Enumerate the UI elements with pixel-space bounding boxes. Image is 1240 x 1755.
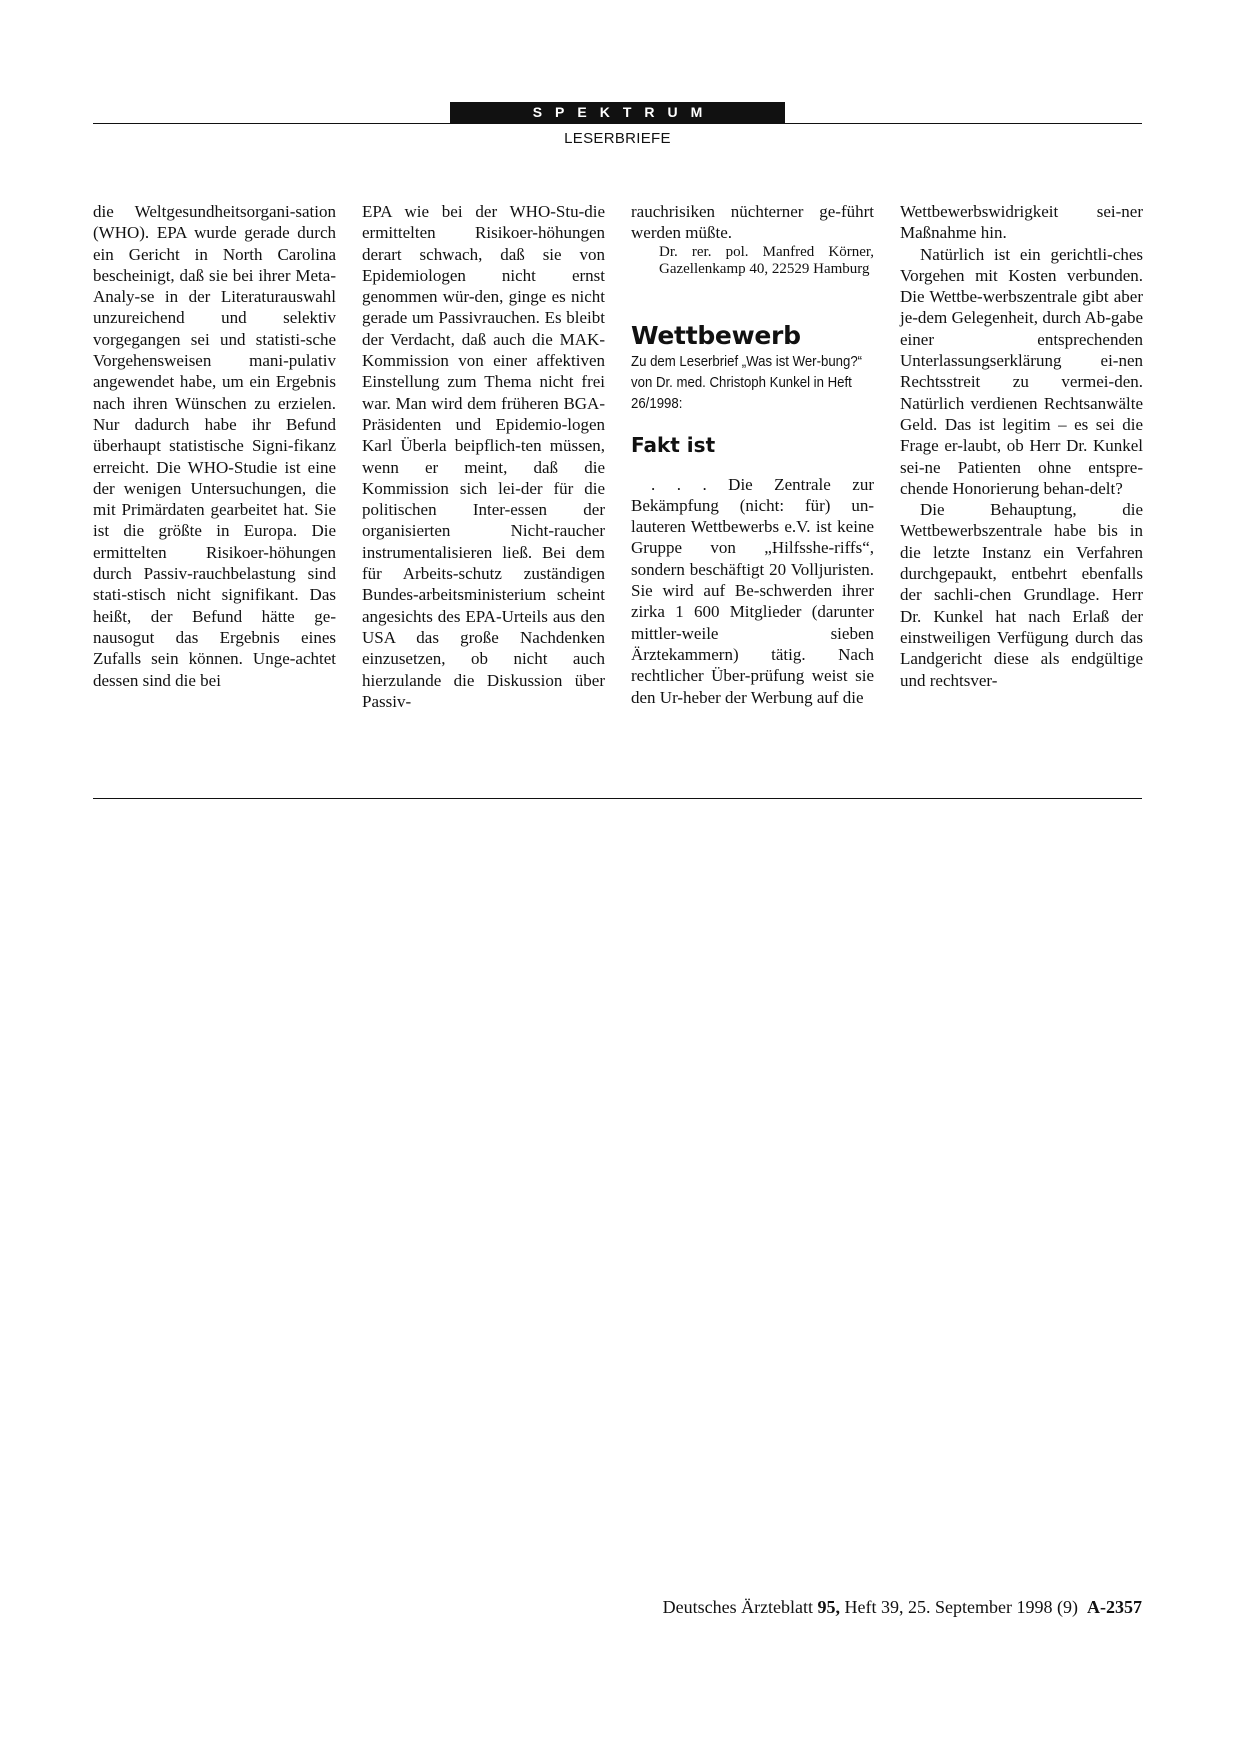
column-2-text: EPA wie bei der WHO-Stu-die ermittelten Risikoer-höhungen derart schwach, daß sie von Epidemiologen nicht ernst genommen wür-den, ginge es nicht gerade um Passivrauchen. Es bleibt der Verdacht, daß auch die MAK-Kommission von einer affektiven Einstellung zum Thema nicht frei war. Man wird dem früheren BGA-Präsidenten und Epidemio-logen Karl Überla beipflich-ten müssen, wenn er meint, daß die Kommission sich lei-der für die politischen Inter-essen der organisierten Nicht-raucher instrumentalisieren ließ. Bei dem für Arbeits-schutz zuständigen Bundes-arbeitsministerium scheint angesichts des EPA-Urteils aus den USA das große Nachdenken einzusetzen, ob nicht auch hierzulande die Diskussion über Passiv- xyxy=(362,202,605,711)
article-intro: Zu dem Leserbrief „Was ist Wer-bung?“ von Dr. med. Christoph Kunkel in Heft 26/1998: xyxy=(631,352,863,412)
article-subhead: Fakt ist xyxy=(631,432,716,457)
footer-journal: Deutsches Ärzteblatt xyxy=(662,1597,814,1617)
letter-ending-text: rauchrisiken nüchterner ge-führt werden müßte. xyxy=(631,202,874,243)
article-title: Wettbewerb xyxy=(631,320,801,350)
section-label: LESERBRIEFE xyxy=(564,130,671,147)
article-body-paragraph-1: Wettbewerbswidrigkeit sei-ner Maßnahme hin. xyxy=(900,202,1143,243)
column-2 xyxy=(362,201,605,712)
footer-page-number: A-2357 xyxy=(1087,1597,1142,1617)
footer-issue-date: Heft 39, 25. September 1998 (9) xyxy=(844,1597,1078,1617)
column-1-text: die Weltgesundheitsorgani-sation (WHO). EPA wurde gerade durch ein Gericht in North Carolina bescheinigt, daß sie bei ihrer Meta-Analy-se in der Literaturauswahl unzureichend und selektiv vorgegangen sei und statisti-sche Vorgehensweisen mani-pulativ angewendet habe, um ein Ergebnis nach ihren Wünschen zu erzielen. Nur dadurch habe ihr Befund überhaupt statistische Signi-fikanz erreicht. Die WHO-Studie ist eine der wenigen Untersuchungen, die mit Primärdaten gearbeitet hat. Sie ist die größte in Europa. Die ermittelten Risikoer-höhungen durch Passiv-rauchbelastung sind stati-stisch nicht signifikant. Das heißt, der Befund hätte ge-nausogut das Ergebnis eines Zufalls sein können. Unge-achtet dessen sind die bei xyxy=(93,202,336,690)
footer-volume: 95, xyxy=(817,1597,841,1617)
article-body-paragraph-2: Natürlich ist ein gerichtli-ches Vorgehen mit Kosten verbunden. Die Wettbe-werbszentrale gibt aber je-dem Gelegenheit, durch Ab-gabe einer entsprechenden Unterlassungserklärung ei-nen Rechtsstreit zu vermei-den. Natürlich verdienen Rechtsanwälte Geld. Das ist legitim – es sei die Frage er-laubt, ob Herr Dr. Kunkel sei-ne Patienten ohne entspre-chende Honorierung behan-delt? xyxy=(900,244,1143,498)
column-3 xyxy=(631,201,874,708)
letter-signature: Dr. rer. pol. Manfred Körner, Gazellenkamp 40, 22529 Hamburg xyxy=(659,243,874,278)
section-banner: SPEKTRUM xyxy=(450,102,785,123)
header-rule xyxy=(93,123,1142,124)
article-body-paragraph-3: Die Behauptung, die Wettbewerbszentrale habe bis in die letzte Instanz ein Verfahren durchgepaukt, entbehrt ebenfalls der sachli-chen Grundlage. Herr Dr. Kunkel hat nach Erlaß der einstweiligen Verfügung durch das Landgericht diese als endgültige und rechtsver- xyxy=(900,500,1143,690)
article-body-text: . . . Die Zentrale zur Bekämpfung (nicht: für) un-lauteren Wettbewerbs e.V. ist keine Gruppe von „Hilfsshe-riffs“, sondern beschäftigt 20 Volljuristen. Sie wird auf Be-schwerden ihrer zirka 1 600 Mitglieder (darunter mittler-weile sieben Ärztekammern) tätig. Nach rechtlicher Über-prüfung weist sie den Ur-heber der Werbung auf die xyxy=(631,474,874,707)
column-4 xyxy=(900,201,1143,691)
content-bottom-rule xyxy=(93,798,1142,799)
page-footer xyxy=(580,1597,1142,1618)
column-1 xyxy=(93,201,336,691)
